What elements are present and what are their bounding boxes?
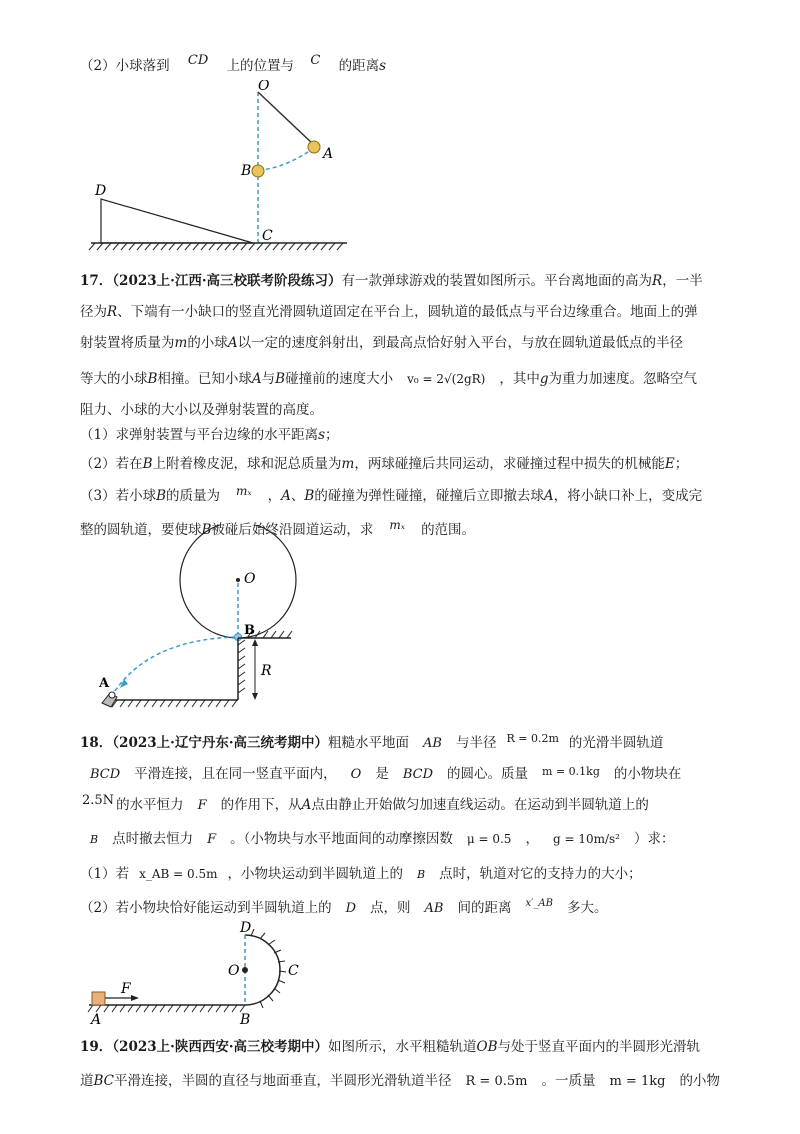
var-s: s [318,427,326,443]
q17-line-4 [80,359,730,399]
q17-text: 的小球 [187,335,228,351]
q17-text: 为重力加速度。忽略空气 [548,371,698,387]
q18-line-1 [80,728,730,759]
var-b: B [147,371,158,387]
q17-sub1 [80,421,730,449]
q16-sub2-mid: 上的位置与 [226,58,295,74]
formula-g: g = 10m/s² [552,832,620,846]
arrow-head-up [252,639,258,646]
q18-number: 18． [80,735,113,751]
var-r: R [652,273,663,289]
var-bcd: BCD [90,767,121,782]
center-dot [242,967,248,973]
q16-sub2-label: （2）小球落到 [80,58,170,74]
var-b: B [417,868,426,881]
q18-text: 的光滑半圆轨道 [568,735,664,751]
label-d: D [95,183,107,199]
q18-sub1 [80,858,730,891]
q19-number: 19． [80,1039,113,1055]
q18-text: 的作用下，从 [220,797,302,813]
q18-sub1-text: 点时，轨道对它的支持力的大小； [439,866,642,882]
q17-line-2 [80,297,730,328]
ground-hatch [89,243,343,250]
var-a: A [301,797,312,813]
force-arrow-head [131,995,139,1001]
q17-text: ，其中 [499,371,540,387]
label-c: C [288,963,299,979]
q17-sub2-text: ； [674,456,689,472]
q17-sub1-text: （1）求弹射装置与平台边缘的水平距离 [80,427,319,443]
ground-hatch [112,700,237,707]
var-b: B [201,522,212,538]
q17-text: 、下端有一小缺口的竖直光滑圆轨道固定在平台上，圆轨道的最低点与平台边缘重合。地面上的弹 [117,304,698,320]
var-b: B [304,488,315,504]
formula-r: R = 0.5m [465,1074,528,1089]
label-b: B [244,623,255,638]
label-d: D [240,920,252,936]
question-18 [80,728,730,927]
q17-sub3-text: （3）若小球 [80,488,157,504]
q18-text: 。（小物块与水平地面间的动摩擦因数 [230,831,453,847]
q18-line-3 [80,790,730,821]
q17-sub1-text: ； [325,427,339,443]
var-m: m [174,335,188,351]
var-xab-prime: x′_AB [525,898,553,909]
label-o: O [228,963,240,979]
q18-line-2 [80,759,730,790]
var-mx: mₓ [389,518,406,532]
q18-text: 粗糙水平地面 [328,735,410,751]
q17-text: ，一半 [662,273,703,289]
figure-pendulum-incline [85,80,355,255]
var-ob: OB [476,1039,498,1055]
var-f: F [197,798,207,813]
formula-m: m = 0.1kg [542,765,600,778]
var-ab: AB [423,736,442,751]
q18-source: （2023上·辽宁丹东·高三统考期中） [112,735,329,751]
q17-text: 等大的小球 [80,371,148,387]
var-c: C [310,53,321,68]
question-19 [80,1032,730,1100]
q17-source: （2023上·江西·高三校联考阶段练习） [112,273,342,289]
ball-b [252,165,264,177]
q18-text: ）求： [633,831,675,847]
q17-sub3-text: ，将小缺口补上，变成完 [553,488,703,504]
var-o: O [350,767,362,782]
label-r: R [261,663,272,679]
var-b: B [90,833,99,846]
q18-sub1-text: （1）若 [80,866,130,882]
q18-text: 的圆心。质量 [447,766,529,782]
q19-line-1 [80,1032,730,1063]
q17-line-1 [80,266,730,297]
q18-sub2-text: 间的距离 [457,900,512,916]
figure-semicircle-track [85,918,315,1028]
label-o: O [258,80,270,94]
arrow-head-down [252,693,258,700]
label-a: A [99,676,110,691]
block [92,992,105,1005]
formula-mu: μ = 0.5 [466,832,512,846]
figure-circle-track [95,525,325,720]
trajectory [115,637,235,691]
q18-sub2-text: 多大。 [566,900,608,916]
semicircle-track [245,935,280,1005]
var-b: B [275,371,286,387]
q17-sub3-text: 、 [290,488,305,504]
q18-sub2-text: 点，则 [370,900,411,916]
q17-text: 相撞。已知小球 [157,371,252,387]
q17-text: 径为 [80,304,107,320]
incline-triangle [101,199,253,243]
var-r: R [107,304,118,320]
q18-text: 是 [375,766,389,782]
var-s: s [379,58,387,74]
ball-a [308,141,320,153]
q17-sub3-text: 的范围。 [421,522,476,538]
var-a: A [227,335,238,351]
q18-line-4 [80,821,730,858]
formula-r: R = 0.2m [506,732,559,745]
label-b: B [240,1012,251,1028]
var-m: m [341,456,355,472]
var-bc: BC [93,1073,115,1089]
q19-text: 平滑连接，半圆的直径与地面垂直，半圆形光滑轨道半径 [114,1073,452,1089]
formula-m: m = 1kg [609,1074,666,1089]
var-ab: AB [424,901,444,916]
q17-number: 17． [80,273,113,289]
var-a: A [251,371,262,387]
var-mx: mₓ [236,484,252,498]
var-a: A [543,488,554,504]
q19-text: 与处于竖直平面内的半圆形光滑轨 [497,1039,701,1055]
q17-sub3-text: 整的圆轨道，要使球 [80,522,202,538]
var-b: B [156,488,167,504]
q17-sub3-text: ， [267,488,282,504]
q17-text: 射装置将质量为 [80,335,175,351]
var-d: D [345,901,357,916]
label-a: A [91,1012,102,1028]
var-e: E [664,456,675,472]
q17-text: 与 [261,371,276,387]
q17-sub2 [80,449,730,479]
q17-text: 以一定的速度斜射出，到最高点恰好射入平台，与放在圆轨道最低点的半径 [237,335,684,351]
q17-sub3-text: 被碰后始终沿圆道运动，求 [211,522,374,538]
q18-sub2-text: （2）若小物块恰好能运动到半圆轨道上的 [80,900,332,916]
platform-hatch [238,631,292,693]
q19-line-2 [80,1063,730,1100]
pendulum-string [258,92,314,145]
q19-source: （2023上·陕西西安·高三校考期中） [112,1039,329,1055]
center-dot [236,578,240,582]
q18-text: 平滑连接，且在同一竖直平面内， [134,766,337,782]
var-f: F [207,832,217,847]
track-hatch [251,929,286,1008]
question-17 [80,266,730,547]
var-a: A [281,488,291,504]
value-force: 2.5N [82,793,115,808]
label-c: C [262,228,273,244]
formula-v0: v₀ = 2√(2gR) [407,372,486,386]
q18-text: 的水平恒力 [116,797,184,813]
q18-text: ， [525,831,539,847]
ground-hatch [88,1005,245,1012]
q18-sub1-text: ，小物块运动到半圆轨道上的 [227,866,403,882]
q18-text: 的小物块在 [613,766,682,782]
label-o: O [244,571,256,587]
q16-sub2-end: 的距离 [338,58,380,74]
q17-sub2-text: ，两球碰撞后共同运动，求碰撞过程中损失的机械能 [354,456,665,472]
q17-sub3-text: 的质量为 [166,488,221,504]
q17-sub2-text: （2）若在 [80,456,143,472]
q19-text: 道 [80,1073,94,1089]
var-b: B [142,456,153,472]
q17-sub3-text: 的碰撞为弹性碰撞，碰撞后立即撤去球 [314,488,544,504]
label-b: B [241,163,252,179]
q16-sub2 [80,53,387,77]
label-f: F [121,981,131,997]
q17-text: 碰撞前的速度大小 [285,371,394,387]
var-cd: CD [187,53,209,68]
q19-text: 。一质量 [541,1073,596,1089]
q19-text: 如图所示，水平粗糙轨道 [328,1039,477,1055]
label-a: A [323,146,334,162]
q18-text: 点由静止开始做匀加速直线运动。在运动到半圆轨道上的 [311,797,649,813]
q18-text: 与半径 [455,735,497,751]
q17-text: 有一款弹球游戏的装置如图所示。平台离地面的高为 [341,273,653,289]
swing-arc [260,148,314,170]
q19-text: 的小物 [679,1073,720,1089]
var-g: g [539,371,549,387]
q17-text: 阻力、小球的大小以及弹射装置的高度。 [80,402,323,418]
ball-a [109,692,115,698]
var-bcd: BCD [402,767,434,782]
q17-sub2-text: 上附着橡皮泥，球和泥总质量为 [152,456,342,472]
q17-line-3 [80,328,730,359]
q17-line-5 [80,399,730,421]
q18-text: 点时撤去恒力 [112,831,194,847]
formula-xab: x_AB = 0.5m [139,867,218,881]
